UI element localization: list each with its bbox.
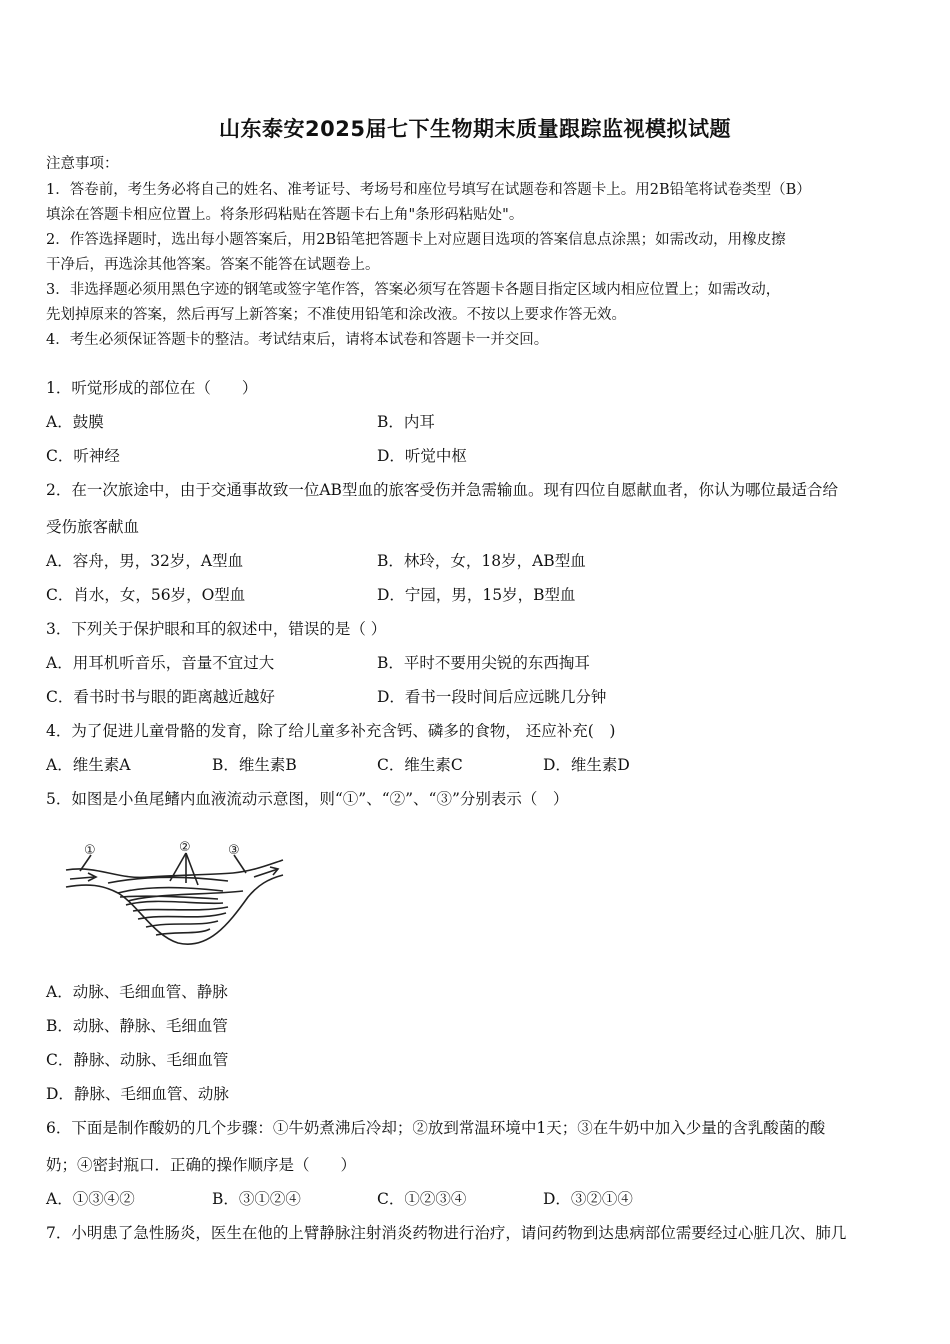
question-3-option-a: A．用耳机听音乐，音量不宜过大 <box>46 654 275 672</box>
question-6-option-a: A．①③④② <box>46 1190 135 1208</box>
notice-line: 填涂在答题卡相应位置上。将条形码粘贴在答题卡右上角"条形码粘贴处"。 <box>46 207 524 223</box>
question-6-stem-cont: 奶；④密封瓶口．正确的操作顺序是（ ） <box>46 1156 357 1174</box>
question-5-option-a: A．动脉、毛细血管、静脉 <box>46 983 228 1001</box>
question-1-option-a: A．鼓膜 <box>46 413 104 431</box>
question-1-option-c: C．听神经 <box>46 447 120 465</box>
notice-line: 先划掉原来的答案，然后再写上新答案；不准使用铅笔和涂改液。不按以上要求作答无效。 <box>46 307 626 323</box>
question-3-stem: 3．下列关于保护眼和耳的叙述中，错误的是（ ） <box>46 620 387 638</box>
question-2-option-d: D．宁园，男，15岁，B型血 <box>377 586 576 604</box>
question-4-option-c: C．维生素C <box>377 756 463 774</box>
question-5-option-c: C．静脉、动脉、毛细血管 <box>46 1051 229 1069</box>
question-7-stem: 7．小明患了急性肠炎，医生在他的上臂静脉注射消炎药物进行治疗，请问药物到达患病部位需要经过心脏几次、肺几 <box>46 1224 847 1242</box>
question-3-option-d: D．看书一段时间后应远眺几分钟 <box>377 688 607 706</box>
notice-line: 2．作答选择题时，选出每小题答案后，用2B铅笔把答题卡上对应题目选项的答案信息点涂黑；如需改动，用橡皮擦 <box>46 232 786 248</box>
question-2-stem: 2．在一次旅途中，由于交通事故致一位AB型血的旅客受伤并急需输血。现有四位自愿献血者，你认为哪位最适合给 <box>46 481 838 499</box>
question-6-option-c: C．①②③④ <box>377 1190 467 1208</box>
question-4-stem: 4．为了促进儿童骨骼的发育，除了给儿童多补充含钙、磷多的食物， 还应补充( ) <box>46 722 616 740</box>
fish-tail-blood-flow-figure <box>58 835 288 965</box>
notice-line: 4．考生必须保证答题卡的整洁。考试结束后，请将本试卷和答题卡一并交回。 <box>46 332 549 348</box>
question-2-stem-cont: 受伤旅客献血 <box>46 518 140 536</box>
question-5-option-d: D．静脉、毛细血管、动脉 <box>46 1085 229 1103</box>
page-title: 山东泰安2025届七下生物期末质量跟踪监视模拟试题 <box>219 117 731 141</box>
question-4-option-d: D．维生素D <box>543 756 630 774</box>
question-4-option-b: B．维生素B <box>212 756 297 774</box>
question-6-stem: 6．下面是制作酸奶的几个步骤：①牛奶煮沸后冷却；②放到常温环境中1天；③在牛奶中加入少量的含乳酸菌的酸 <box>46 1119 826 1137</box>
notice-line: 干净后，再选涂其他答案。答案不能答在试题卷上。 <box>46 257 380 273</box>
question-6-option-b: B．③①②④ <box>212 1190 301 1208</box>
question-3-option-b: B．平时不要用尖锐的东西掏耳 <box>377 654 590 672</box>
question-1-stem: 1．听觉形成的部位在（ ） <box>46 379 258 397</box>
notice-heading: 注意事项： <box>46 156 119 172</box>
notice-line: 3．非选择题必须用黑色字迹的钢笔或签字笔作答，答案必须写在答题卡各题目指定区域内相应位置上；如需改动， <box>46 282 781 298</box>
notice-line: 1．答卷前，考生务必将自己的姓名、准考证号、考场号和座位号填写在试题卷和答题卡上。用2B铅笔将试卷类型（B） <box>46 182 811 198</box>
question-1-option-d: D．听觉中枢 <box>377 447 467 465</box>
question-6-option-d: D．③②①④ <box>543 1190 633 1208</box>
question-3-option-c: C．看书时书与眼的距离越近越好 <box>46 688 275 706</box>
question-1-option-b: B．内耳 <box>377 413 435 431</box>
figure-label-3: ③ <box>228 843 240 858</box>
question-2-option-c: C．肖水，女，56岁，O型血 <box>46 586 246 604</box>
figure-label-1: ① <box>84 843 96 858</box>
question-2-option-a: A．容舟，男，32岁，A型血 <box>46 552 244 570</box>
question-4-option-a: A．维生素A <box>46 756 131 774</box>
question-2-option-b: B．林玲，女，18岁，AB型血 <box>377 552 586 570</box>
question-5-stem: 5．如图是小鱼尾鳍内血液流动示意图，则“①”、“②”、“③”分别表示（ ） <box>46 790 569 808</box>
figure-label-2: ② <box>179 840 191 855</box>
question-5-option-b: B．动脉、静脉、毛细血管 <box>46 1017 228 1035</box>
